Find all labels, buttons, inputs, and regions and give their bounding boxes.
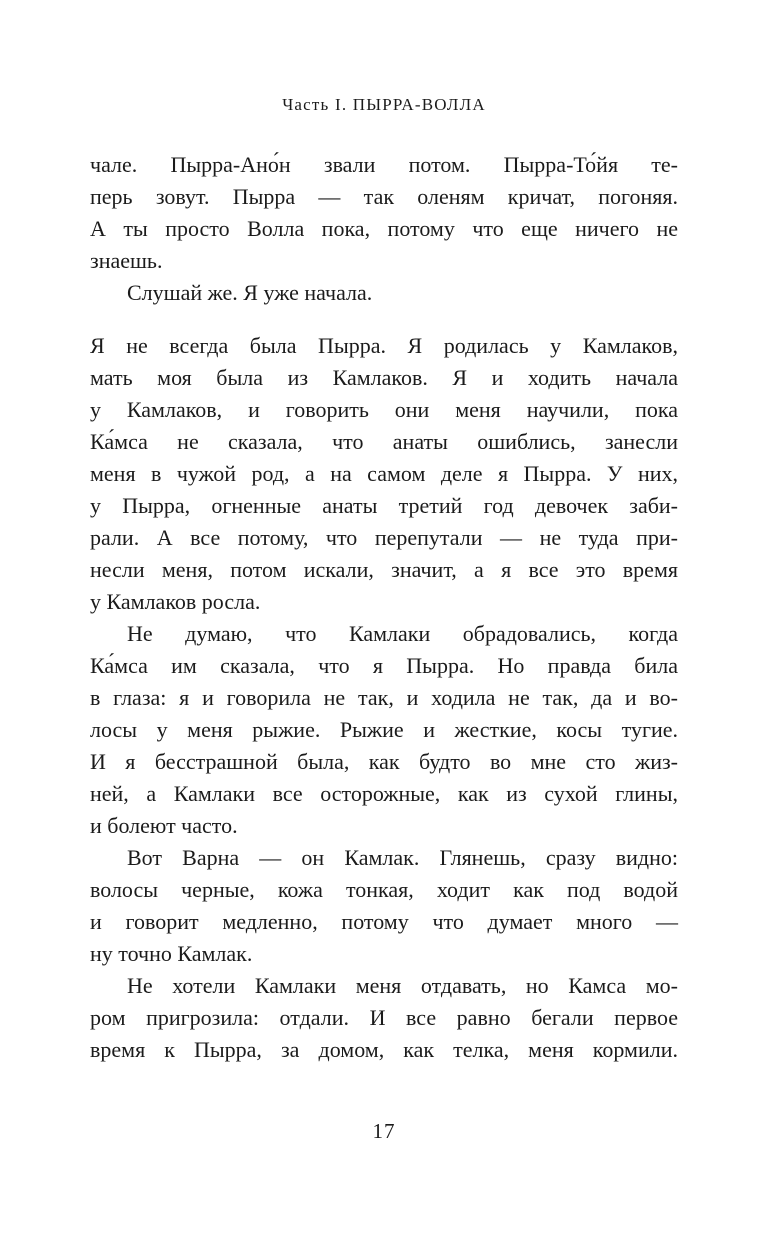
text-line: ром пригрозила: отдали. И все равно бегали первое [90, 1005, 678, 1030]
text-line: Вот Варна — он Камлак. Глянешь, сразу видно: [127, 845, 678, 870]
page-number: 17 [372, 1119, 396, 1143]
paragraph [90, 842, 678, 970]
text-line: меня в чужой род, а на самом деле я Пырра. У них, [90, 461, 678, 486]
text-line: несли меня, потом искали, значит, а я все это время [90, 557, 678, 582]
text-line: у Камлаков, и говорить они меня научили, пока [90, 397, 678, 422]
text-line: И я бесстрашной была, как будто во мне сто жиз- [90, 749, 678, 774]
text-block [90, 149, 678, 1066]
text-line: Я не всегда была Пырра. Я родилась у Камлаков, [90, 333, 678, 358]
text-line: и говорит медленно, потому что думает много — [90, 909, 678, 934]
paragraph [90, 970, 678, 1066]
text-line: и болеют часто. [90, 813, 238, 838]
text-line: Ка́мса им сказала, что я Пырра. Но правда била [90, 653, 678, 678]
running-header: Часть I. ПЫРРА-ВОЛЛА [282, 95, 486, 114]
text-line: у Пырра, огненные анаты третий год девочек заби- [90, 493, 678, 518]
paragraph [90, 330, 678, 618]
paragraph [90, 277, 678, 309]
text-line: Слушай же. Я уже начала. [127, 280, 373, 305]
text-line: мать моя была из Камлаков. Я и ходить начала [90, 365, 678, 390]
text-line: время к Пырра, за домом, как телка, меня кормили. [90, 1037, 678, 1062]
text-line: Не хотели Камлаки меня отдавать, но Камса мо- [127, 973, 678, 998]
text-line: Ка́мса не сказала, что анаты ошиблись, занесли [90, 429, 678, 454]
text-line: чале. Пырра-Ано́н звали потом. Пырра-То́йя те- [90, 152, 678, 177]
paragraph [90, 149, 678, 277]
text-line: знаешь. [90, 248, 163, 273]
text-line: Не думаю, что Камлаки обрадовались, когда [127, 621, 678, 646]
text-line: у Камлаков росла. [90, 589, 261, 614]
text-line: А ты просто Волла пока, потому что еще ничего не [90, 216, 678, 241]
text-line: ней, а Камлаки все осторожные, как из сухой глины, [90, 781, 678, 806]
text-line: в глаза: я и говорила не так, и ходила не так, да и во- [90, 685, 678, 710]
paragraph [90, 618, 678, 842]
text-line: рали. А все потому, что перепутали — не туда при- [90, 525, 678, 550]
text-line: перь зовут. Пырра — так оленям кричат, погоняя. [90, 184, 678, 209]
text-line: лосы у меня рыжие. Рыжие и жесткие, косы тугие. [90, 717, 678, 742]
text-line: ну точно Камлак. [90, 941, 253, 966]
text-line: волосы черные, кожа тонкая, ходит как под водой [90, 877, 678, 902]
